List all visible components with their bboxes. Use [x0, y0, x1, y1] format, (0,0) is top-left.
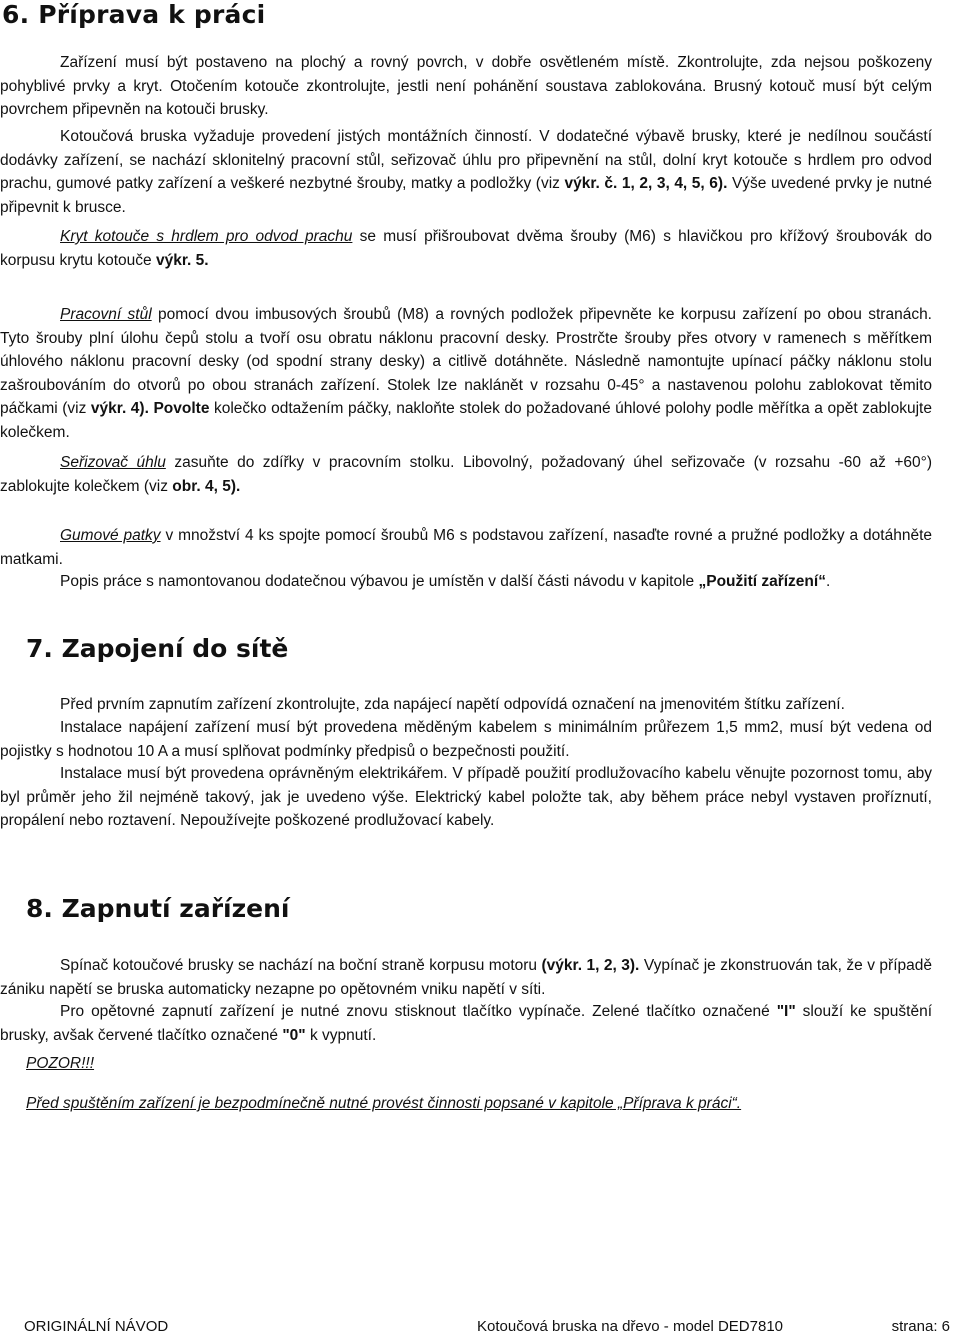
sec6-p4-term: Pracovní stůl	[60, 306, 152, 323]
sec6-p3-term: Kryt kotouče s hrdlem pro odvod prachu	[60, 228, 353, 245]
sec8-para-2	[0, 1000, 932, 1047]
sec6-p7-ref: „Použití zařízení“	[698, 573, 826, 590]
section-7-title: 7. Zapojení do sítě	[26, 634, 289, 663]
sec6-p5-term: Seřizovač úhlu	[60, 454, 166, 471]
sec6-p4-text: pomocí dvou imbusových šroubů (M8) a rovných podložek připevněte ke korpusu zařízení po obou stranách. Tyto šrouby plní úlohu čepů stolu a tvoří osu obratu náklonu pracovní desky. Prostrčte šrouby přes otvory v ramenech s měřítkem úhlového náklonu pracovní desky (od spodní strany desky) a citlivě dotáhněte. Následně namontujte upínací páčky náklonu stolu zašroubováním do otvorů po obou stranách zařízení. Stolek lze naklánět v rozsahu 0-45° a nastavenou polohu zablokovat těmito páčkami (viz	[0, 306, 932, 417]
section-6-title: 6. Příprava k práci	[2, 0, 266, 29]
sec7-para-1: Před prvním zapnutím zařízení zkontrolujte, zda napájecí napětí odpovídá označení na jmenovitém štítku zařízení.	[60, 696, 845, 713]
sec6-p7-end: .	[825, 573, 831, 590]
sec6-p3-text: se musí přišroubovat dvěma šrouby (M6) s hlavičkou pro křížový šroubovák do korpusu krytu kotouče	[0, 228, 932, 269]
sec8-p1-text: Spínač kotoučové brusky se nachází na boční straně korpusu motoru	[60, 957, 538, 974]
sec6-para-6	[0, 524, 932, 571]
section-8-title: 8. Zapnutí zařízení	[26, 894, 290, 923]
sec8-p1-end: Vypínač je zkonstruován tak, že v případě zániku napětí se bruska automaticky nezapne po opětovném vniku napětí v síti.	[0, 957, 932, 998]
sec6-para-4	[0, 303, 932, 444]
sec6-para-3	[0, 225, 932, 272]
sec6-p6-term: Gumové patky	[60, 527, 161, 544]
sec7-para-2: Instalace napájení zařízení musí být provedena měděným kabelem s minimálním průřezem 1,5 mm2, musí být vedena od pojistky s hodnotou 10 A a musí splňovat podmínky předpisů o bezpečnosti použití.	[0, 719, 932, 760]
sec8-p1-ref: (výkr. 1, 2, 3).	[541, 957, 640, 974]
sec6-p5-ref: obr. 4, 5).	[172, 477, 241, 495]
sec7-para-3: Instalace musí být provedena oprávněným elektrikářem. V případě použití prodlužovacího kabelu věnujte pozornost tomu, aby byl průměr jeho žil nejméně takový, jak je uvedeno výše. Elektrický kabel položte tak, aby během práce nebyl vystaven proříznutí, propálení nebo roztavení. Nepoužívejte poškozené prodlužovací kabely.	[0, 765, 932, 829]
sec8-p2-text: Pro opětovné zapnutí zařízení je nutné znovu stisknout tlačítko vypínače. Zelené tlačítko označené	[60, 1003, 770, 1020]
footer-left: ORIGINÁLNÍ NÁVOD	[24, 1318, 169, 1335]
sec6-p5-text: zasuňte do zdířky v pracovním stolku. Libovolný, požadovaný úhel seřizovače (v rozsahu -60 až +60°) zablokujte kolečkem (viz	[0, 454, 933, 495]
sec8-para-1	[0, 954, 932, 1001]
sec6-para-2	[0, 125, 932, 219]
sec6-p3-ref: výkr. 5.	[155, 251, 209, 269]
warning-text-content: Před spuštěním zařízení je bezpodmínečně nutné provést činnosti popsané v kapitole „Příprava k práci“.	[26, 1095, 742, 1112]
sec6-para-1	[0, 51, 932, 122]
sec6-p4-ref: výkr. 4).	[90, 400, 149, 417]
sec8-p2-end: k vypnutí.	[309, 1026, 377, 1044]
footer-model: Kotoučová bruska na dřevo - model DED7810	[477, 1318, 784, 1335]
sec6-p6-text: v množství 4 ks spojte pomocí šroubů M6 s podstavou zařízení, nasaďte rovné a pružné podložky a dotáhněte matkami.	[0, 527, 932, 568]
page-footer	[24, 1318, 950, 1335]
sec6-p4-bold: Povolte	[153, 400, 210, 417]
sec6-p1-text: Zařízení musí být postaveno na plochý a rovný povrch, v dobře osvětleném místě. Zkontrolujte, zda nejsou poškozeny pohyblivé prvky a kryt. Otočením kotouče zkontrolujte, jestli není pohánění soustava zablokována. Brusný kotouč musí být celým povrchem připevněn na kotouči brusky.	[0, 54, 932, 118]
sec8-p2-mid: slouží ke spuštění brusky, avšak červené tlačítko označené	[0, 1003, 932, 1044]
warning-label	[26, 1052, 94, 1076]
sec6-p2-text: Kotoučová bruska vyžaduje provedení jistých montážních činností. V dodatečné výbavě brusky, které je nedílnou součástí dodávky zařízení, se nachází sklonitelný pracovní stůl, seřizovač úhlu pro připevnění na stůl, dolní kryt kotouče s hrdlem pro odvod prachu, gumové patky zařízení a veškeré nezbytné šrouby, matky a podložky (viz	[0, 128, 932, 192]
sec6-para-7	[0, 570, 932, 594]
sec6-para-5	[0, 451, 932, 498]
warning-label-text: POZOR!!!	[26, 1055, 95, 1072]
sec8-p2-button-0: "0"	[282, 1026, 306, 1044]
sec6-p7-text: Popis práce s namontovanou dodatečnou výbavou je umístěn v další části návodu v kapitole	[60, 573, 695, 590]
sec6-p2-ref: výkr. č. 1, 2, 3, 4, 5, 6).	[564, 175, 728, 192]
footer-page-number: strana: 6	[891, 1318, 950, 1335]
sec8-p2-button-i: "I"	[776, 1003, 796, 1020]
warning-text	[26, 1092, 741, 1116]
sec6-p4-end: kolečko odtažením páčky, nakloňte stolek do požadované úhlové polohy podle měřítka a opět zablokujte kolečkem.	[0, 400, 932, 441]
sec6-p2-end: Výše uvedené prvky je nutné připevnit k brusce.	[0, 175, 932, 216]
